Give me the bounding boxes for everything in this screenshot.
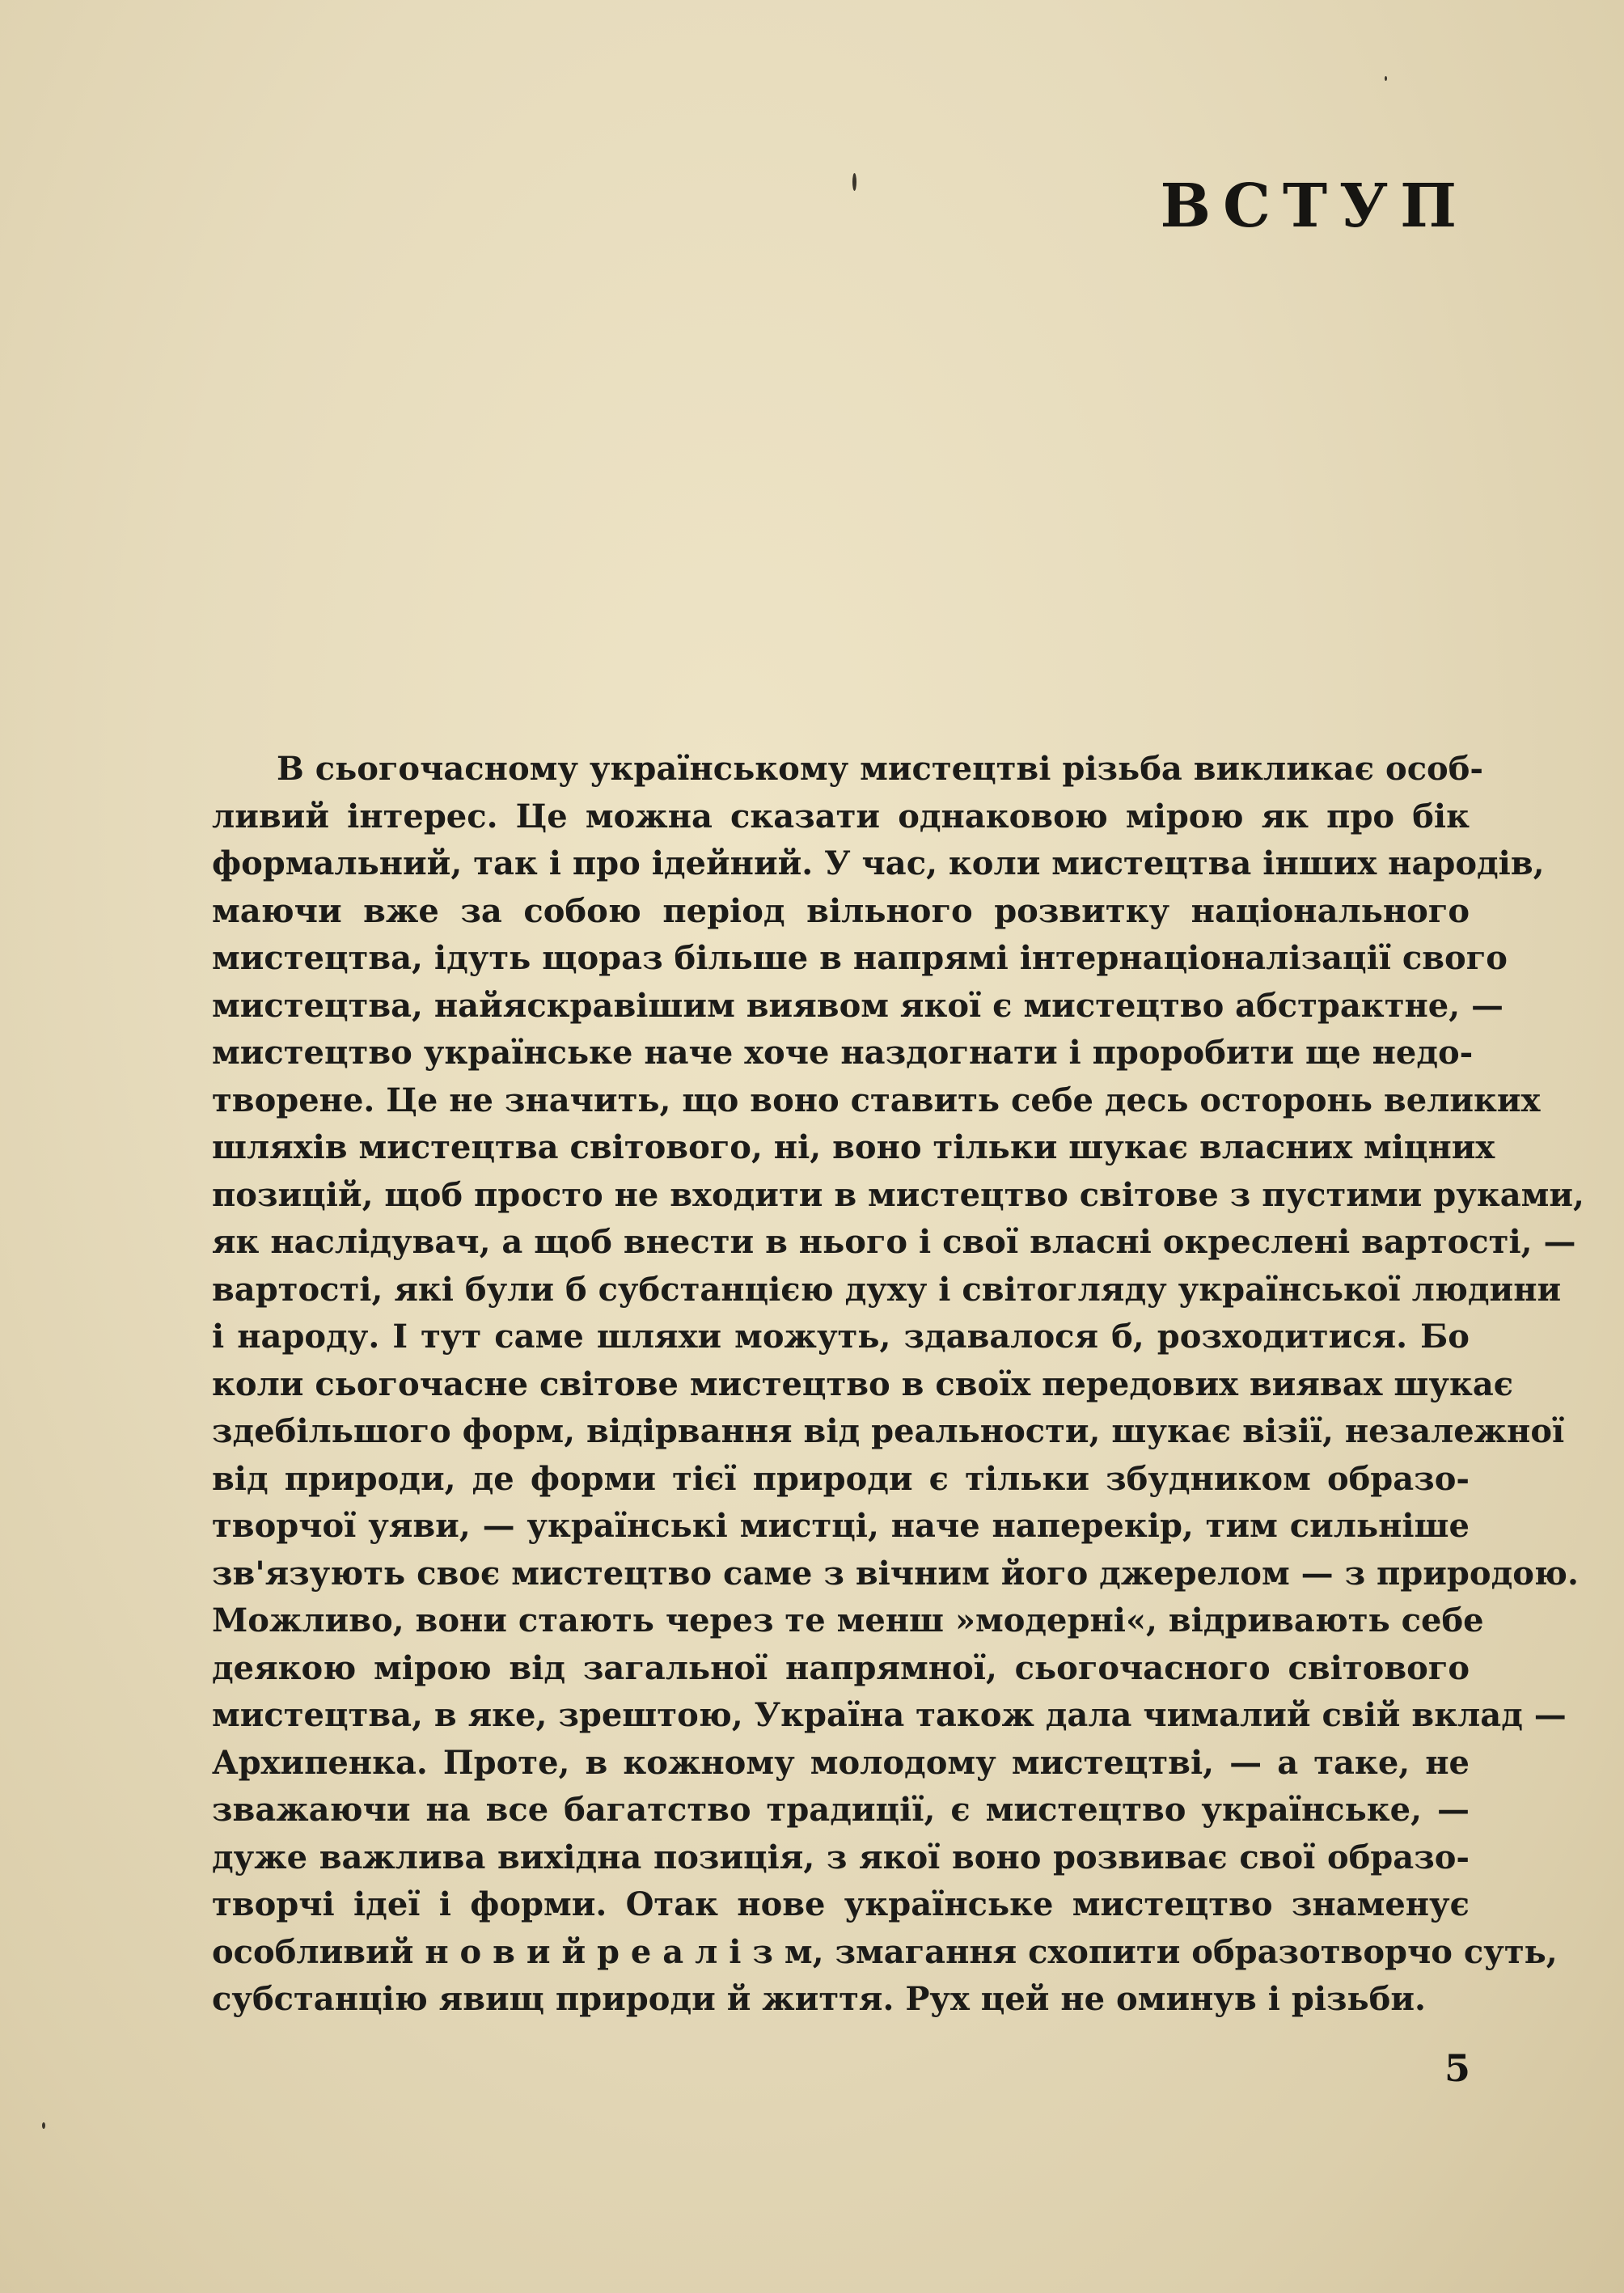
text-line: творчі ідеї і форми. Отак нове українське мистецтво знаменує — [212, 1885, 1470, 1923]
text-line: Можливо, вони стають через те менш »модерні«, відривають себе — [212, 1601, 1484, 1639]
text-line: і народу. І тут саме шляхи можуть, здавалося б, розходитися. Бо — [212, 1318, 1470, 1356]
text-line: шляхів мистецтва світового, ні, воно тільки шукає власних міцних — [212, 1128, 1495, 1166]
text-line: зв'язують своє мистецтво саме з вічним його джерелом — з природою. — [212, 1554, 1579, 1593]
text-line: Архипенка. Проте, в кожному молодому мистецтві, — а таке, не — [212, 1743, 1470, 1782]
text-line: мистецтва, в яке, зрештою, Україна також дала чималий свій вклад — — [212, 1696, 1567, 1734]
text-line: творчої уяви, — українські мистці, наче наперекір, тим сильніше — [212, 1507, 1470, 1545]
text-line: зважаючи на все багатство традиції, є мистецтво українське, — — [212, 1791, 1470, 1829]
page-title: ВСТУП — [1160, 171, 1469, 241]
text-line: творене. Це не значить, що воно ставить себе десь осторонь великих — [212, 1081, 1541, 1119]
text-line: як наслідувач, а щоб внести в нього і свої власні окреслені вартості, — — [212, 1223, 1576, 1261]
text-line: дуже важлива вихідна позиція, з якої воно розвиває свої образо- — [212, 1838, 1470, 1876]
text-line: особливий н о в и й р е а л і з м, змагання схопити образотворчо суть, — [212, 1932, 1558, 1971]
paper-speck — [42, 2122, 45, 2129]
text-line: мистецтва, найяскравішим виявом якої є мистецтво абстрактне, — — [212, 986, 1504, 1025]
text-line: маючи вже за собою період вільного розвитку національного — [212, 891, 1470, 930]
text-line: ливий інтерес. Це можна сказати однаковою мірою як про бік — [212, 797, 1470, 836]
text-line: мистецтва, ідуть щораз більше в напрямі інтернаціоналізації свого — [212, 939, 1508, 977]
text-line: субстанцію явищ природи й життя. Рух цей не оминув і різьби. — [212, 1980, 1426, 2018]
text-line: позицій, щоб просто не входити в мистецтво світове з пустими руками, — [212, 1175, 1584, 1214]
paper-speck — [852, 173, 856, 191]
text-line: від природи, де форми тієї природи є тільки збудником образо- — [212, 1459, 1470, 1498]
body-paragraph — [212, 746, 1584, 2024]
page-number: 5 — [1444, 2046, 1471, 2090]
text-line: В сьогочасному українському мистецтві різьба викликає особ- — [277, 750, 1484, 788]
text-line: деякою мірою від загальної напрямної, сьогочасного світового — [212, 1648, 1470, 1687]
text-line: коли сьогочасне світове мистецтво в своїх передових виявах шукає — [212, 1364, 1514, 1403]
text-line: здебільшого форм, відірвання від реальности, шукає візії, незалежної — [212, 1412, 1565, 1450]
text-line: мистецтво українське наче хоче наздогнати і проробити ще недо- — [212, 1034, 1474, 1072]
text-line: формальний, так і про ідейний. У час, коли мистецтва інших народів, — [212, 844, 1545, 882]
paper-speck — [1385, 76, 1387, 81]
text-line: вартості, які були б субстанцією духу і світогляду української людини — [212, 1270, 1562, 1309]
